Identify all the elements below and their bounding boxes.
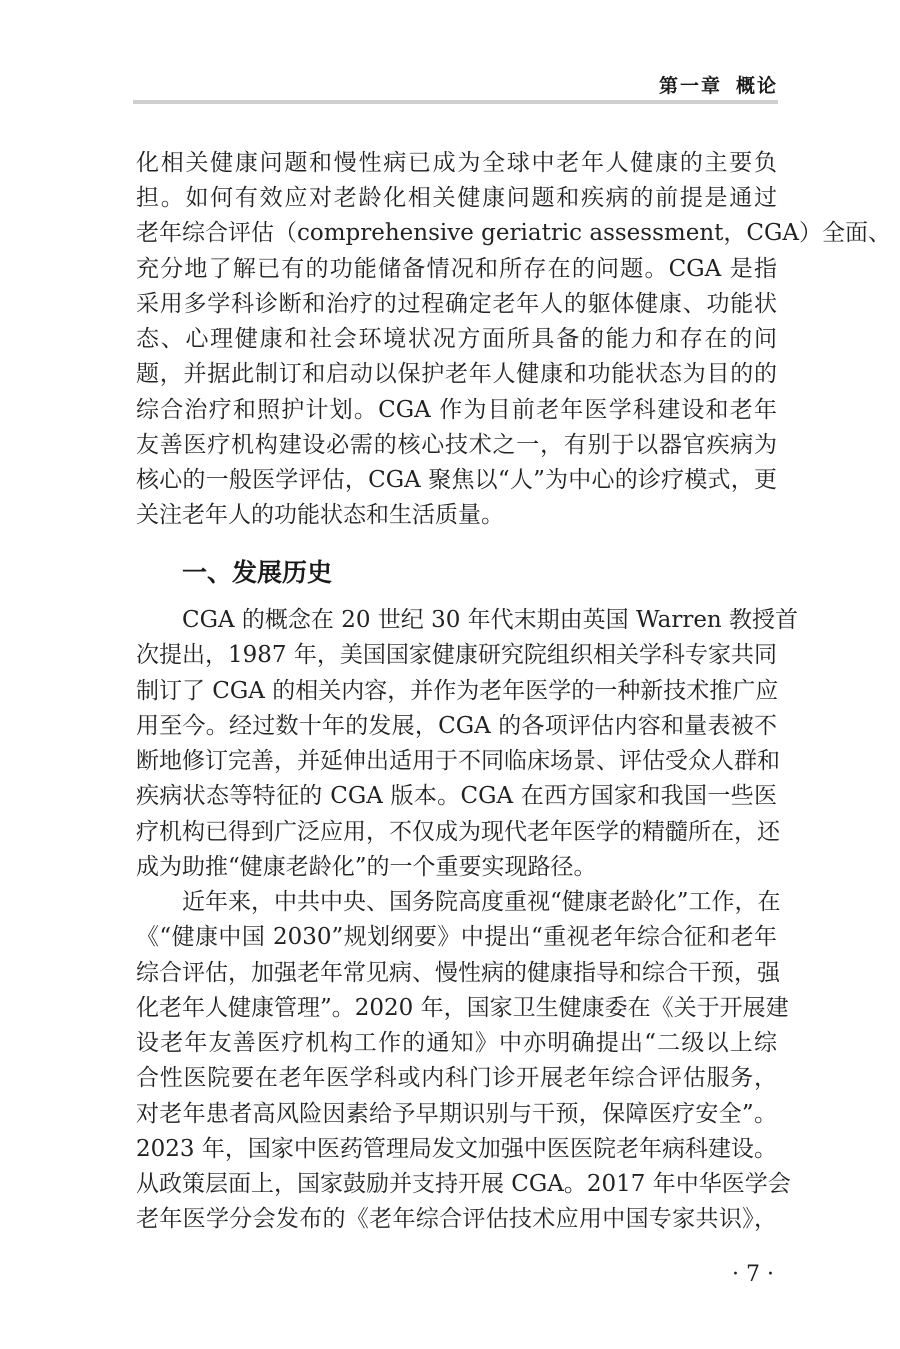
paragraph-3-line: 《“健康中国 2030”规划纲要》中提出“重视老年综合征和老年: [136, 924, 777, 950]
running-head: [659, 71, 778, 98]
paragraph-2-line: 断地修订完善，并延伸出适用于不同临床场景、评估受众人群和: [136, 748, 780, 774]
paragraph-1-line: 充分地了解已有的功能储备情况和所存在的问题。CGA 是指: [136, 256, 777, 282]
running-head-title: 概论: [735, 75, 778, 97]
running-head-chapter: 第一章: [658, 75, 722, 97]
section-heading: 一、发展历史: [182, 558, 333, 587]
paragraph-1-line: 友善医疗机构建设必需的核心技术之一，有别于以器官疾病为: [136, 432, 777, 458]
paragraph-1-line: 老年综合评估（comprehensive geriatric assessment，CGA）全面、: [136, 220, 891, 246]
page-number: · 7 ·: [732, 1262, 774, 1287]
paragraph-3-line: 近年来，中共中央、国务院高度重视“健康老龄化”工作，在: [182, 889, 781, 915]
paragraph-3-line: 合性医院要在老年医学科或内科门诊开展老年综合评估服务，: [136, 1065, 777, 1091]
paragraph-1-line: 关注老年人的功能状态和生活质量。: [136, 502, 504, 528]
paragraph-1-line: 化相关健康问题和慢性病已成为全球中老年人健康的主要负: [136, 150, 777, 176]
paragraph-3-line: 老年医学分会发布的《老年综合评估技术应用中国专家共识》，: [136, 1206, 777, 1232]
paragraph-2-line: 制订了 CGA 的相关内容，并作为老年医学的一种新技术推广应: [136, 678, 779, 704]
paragraph-3-line: 设老年友善医疗机构工作的通知》中亦明确提出“二级以上综: [136, 1030, 777, 1056]
paragraph-2-line: 用至今。经过数十年的发展，CGA 的各项评估内容和量表被不: [136, 713, 777, 739]
paragraph-1-line: 采用多学科诊断和治疗的过程确定老年人的躯体健康、功能状: [136, 291, 777, 317]
paragraph-3-line: 对老年患者高风险因素给予早期识别与干预，保障医疗安全”。: [136, 1101, 777, 1127]
paragraph-3-line: 2023 年，国家中医药管理局发文加强中医医院老年病科建设。: [136, 1136, 777, 1162]
paragraph-3-line: 从政策层面上，国家鼓励并支持开展 CGA。2017 年中华医学会: [136, 1171, 791, 1197]
paragraph-2-line: 疗机构已得到广泛应用，不仅成为现代老年医学的精髓所在，还: [136, 819, 780, 845]
paragraph-1-line: 核心的一般医学评估，CGA 聚焦以“人”为中心的诊疗模式，更: [136, 467, 777, 493]
paragraph-1-line: 担。如何有效应对老龄化相关健康问题和疾病的前提是通过: [136, 185, 777, 211]
paragraph-1-line: 态、心理健康和社会环境状况方面所具备的能力和存在的问: [136, 326, 777, 352]
paragraph-1-line: 综合治疗和照护计划。CGA 作为目前老年医学科建设和老年: [136, 397, 777, 423]
paragraph-2-line: 疾病状态等特征的 CGA 版本。CGA 在西方国家和我国一些医: [136, 783, 777, 809]
header-rule: [133, 100, 778, 104]
paragraph-3-line: 综合评估，加强老年常见病、慢性病的健康指导和综合干预，强: [136, 960, 780, 986]
paragraph-3-line: 化老年人健康管理”。2020 年，国家卫生健康委在《关于开展建: [136, 995, 789, 1021]
paragraph-2-line: 成为助推“健康老龄化”的一个重要实现路径。: [136, 854, 597, 880]
paragraph-2-line: 次提出，1987 年，美国国家健康研究院组织相关学科专家共同: [136, 642, 777, 668]
paragraph-1-line: 题，并据此制订和启动以保护老年人健康和功能状态为目的的: [136, 361, 777, 387]
paragraph-2-line: CGA 的概念在 20 世纪 30 年代末期由英国 Warren 教授首: [182, 607, 799, 633]
